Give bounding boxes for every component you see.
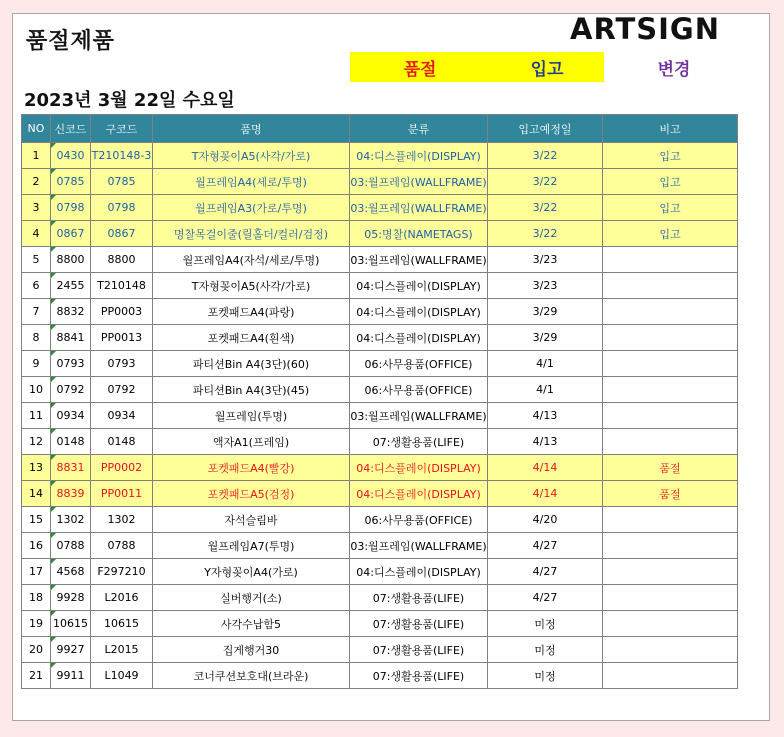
cell-note[interactable] [603, 429, 738, 455]
cell-new-code[interactable]: 8831 [51, 455, 91, 481]
cell-category[interactable]: 07:생활용품(LIFE) [350, 663, 488, 689]
cell-new-code[interactable]: 9927 [51, 637, 91, 663]
cell-new-code[interactable]: 0867 [51, 221, 91, 247]
cell-no[interactable]: 6 [22, 273, 51, 299]
cell-old-code[interactable]: 0793 [91, 351, 153, 377]
header-category[interactable]: 분류 [350, 115, 488, 143]
table-row [22, 481, 738, 507]
cell-arrival-date[interactable]: 4/27 [488, 533, 603, 559]
legend-stock: 입고 [490, 52, 604, 82]
cell-old-code[interactable]: T210148 [91, 273, 153, 299]
cell-note[interactable] [603, 273, 738, 299]
table-row [22, 637, 738, 663]
cell-new-code[interactable]: 8800 [51, 247, 91, 273]
header-product-name[interactable]: 품명 [153, 115, 350, 143]
cell-category[interactable]: 04:디스플레이(DISPLAY) [350, 299, 488, 325]
cell-note[interactable] [603, 351, 738, 377]
cell-old-code[interactable]: L2016 [91, 585, 153, 611]
cell-product-name[interactable]: 파티션Bin A4(3단)(45) [153, 377, 350, 403]
cell-product-name[interactable]: 명찰목걸이줄(릴홀더/컬러/검정) [153, 221, 350, 247]
cell-new-code[interactable]: 0785 [51, 169, 91, 195]
cell-note[interactable] [603, 559, 738, 585]
cell-category[interactable]: 03:월프레임(WALLFRAME) [350, 403, 488, 429]
table-row [22, 247, 738, 273]
product-table [21, 114, 738, 689]
cell-arrival-date[interactable]: 4/27 [488, 559, 603, 585]
cell-product-name[interactable]: 포켓패드A5(검정) [153, 481, 350, 507]
cell-arrival-date[interactable]: 3/29 [488, 299, 603, 325]
table-row [22, 429, 738, 455]
cell-product-name[interactable]: 포켓패드A4(파랑) [153, 299, 350, 325]
cell-category[interactable]: 07:생활용품(LIFE) [350, 637, 488, 663]
cell-note[interactable] [603, 663, 738, 689]
table-row [22, 221, 738, 247]
cell-new-code[interactable]: 9928 [51, 585, 91, 611]
cell-category[interactable]: 07:생활용품(LIFE) [350, 611, 488, 637]
cell-new-code[interactable]: 0148 [51, 429, 91, 455]
cell-product-name[interactable]: 월프레임(투명) [153, 403, 350, 429]
cell-new-code[interactable]: 1302 [51, 507, 91, 533]
cell-no[interactable]: 8 [22, 325, 51, 351]
legend-change: 변경 [657, 59, 691, 80]
cell-old-code[interactable]: 0785 [91, 169, 153, 195]
cell-arrival-date[interactable]: 4/13 [488, 429, 603, 455]
table-row [22, 455, 738, 481]
cell-new-code[interactable]: 9911 [51, 663, 91, 689]
table-row [22, 325, 738, 351]
cell-old-code[interactable]: PP0002 [91, 455, 153, 481]
cell-no[interactable]: 5 [22, 247, 51, 273]
cell-category[interactable]: 04:디스플레이(DISPLAY) [350, 455, 488, 481]
header-old-code[interactable]: 구코드 [91, 115, 153, 143]
cell-product-name[interactable]: 파티션Bin A4(3단)(60) [153, 351, 350, 377]
cell-new-code[interactable]: 0793 [51, 351, 91, 377]
cell-product-name[interactable]: Y자형꽂이A4(가로) [153, 559, 350, 585]
cell-no[interactable]: 10 [22, 377, 51, 403]
cell-new-code[interactable]: 0934 [51, 403, 91, 429]
cell-new-code[interactable]: 8839 [51, 481, 91, 507]
cell-new-code[interactable]: 0792 [51, 377, 91, 403]
table-row [22, 533, 738, 559]
table-row [22, 351, 738, 377]
cell-category[interactable]: 04:디스플레이(DISPLAY) [350, 559, 488, 585]
cell-arrival-date[interactable]: 미정 [488, 637, 603, 663]
table-row [22, 169, 738, 195]
table-row [22, 273, 738, 299]
cell-old-code[interactable]: L2015 [91, 637, 153, 663]
cell-note[interactable] [603, 377, 738, 403]
cell-product-name[interactable]: T자형꽂이A5(사각/가로) [153, 273, 350, 299]
cell-product-name[interactable]: 월프레임A4(세로/투명) [153, 169, 350, 195]
cell-product-name[interactable]: 집게행거30 [153, 637, 350, 663]
report-date: 2023년 3월 22일 수요일 [24, 90, 235, 111]
cell-no[interactable]: 20 [22, 637, 51, 663]
table-row [22, 611, 738, 637]
table-row [22, 299, 738, 325]
cell-arrival-date[interactable]: 미정 [488, 611, 603, 637]
cell-product-name[interactable]: 월프레임A4(자석/세로/투명) [153, 247, 350, 273]
cell-note[interactable] [603, 507, 738, 533]
cell-product-name[interactable]: 월프레임A3(가로/투명) [153, 195, 350, 221]
cell-old-code[interactable]: 0792 [91, 377, 153, 403]
cell-note[interactable] [603, 533, 738, 559]
cell-arrival-date[interactable]: 3/22 [488, 195, 603, 221]
cell-new-code[interactable]: 8841 [51, 325, 91, 351]
cell-old-code[interactable]: PP0013 [91, 325, 153, 351]
cell-product-name[interactable]: 액자A1(프레임) [153, 429, 350, 455]
cell-arrival-date[interactable]: 3/23 [488, 273, 603, 299]
cell-product-name[interactable]: T자형꽂이A5(사각/가로) [153, 143, 350, 169]
cell-no[interactable]: 1 [22, 143, 51, 169]
cell-category[interactable]: 04:디스플레이(DISPLAY) [350, 481, 488, 507]
cell-old-code[interactable]: 0148 [91, 429, 153, 455]
header-no[interactable]: NO [22, 115, 51, 143]
table-row [22, 377, 738, 403]
cell-arrival-date[interactable]: 3/22 [488, 221, 603, 247]
cell-category[interactable]: 07:생활용품(LIFE) [350, 585, 488, 611]
cell-arrival-date[interactable]: 4/14 [488, 455, 603, 481]
cell-no[interactable]: 3 [22, 195, 51, 221]
cell-product-name[interactable]: 사각수납함5 [153, 611, 350, 637]
cell-old-code[interactable]: 1302 [91, 507, 153, 533]
cell-no[interactable]: 16 [22, 533, 51, 559]
cell-product-name[interactable]: 코너쿠션보호대(브라운) [153, 663, 350, 689]
cell-note[interactable]: 입고 [603, 143, 738, 169]
cell-category[interactable]: 03:월프레임(WALLFRAME) [350, 169, 488, 195]
cell-category[interactable]: 06:사무용품(OFFICE) [350, 351, 488, 377]
cell-new-code[interactable]: 8832 [51, 299, 91, 325]
cell-no[interactable]: 7 [22, 299, 51, 325]
cell-old-code[interactable]: 0798 [91, 195, 153, 221]
cell-old-code[interactable]: PP0003 [91, 299, 153, 325]
table-row [22, 195, 738, 221]
cell-no[interactable]: 14 [22, 481, 51, 507]
cell-product-name[interactable]: 실버행거(소) [153, 585, 350, 611]
cell-old-code[interactable]: 0934 [91, 403, 153, 429]
cell-note[interactable]: 품절 [603, 481, 738, 507]
cell-arrival-date[interactable]: 4/1 [488, 351, 603, 377]
cell-old-code[interactable]: 0788 [91, 533, 153, 559]
table-header-row [22, 115, 738, 143]
cell-note[interactable]: 입고 [603, 169, 738, 195]
cell-no[interactable]: 21 [22, 663, 51, 689]
brand-logo: ARTSIGN [570, 12, 721, 46]
cell-arrival-date[interactable]: 미정 [488, 663, 603, 689]
header-note[interactable]: 비고 [603, 115, 738, 143]
cell-note[interactable]: 입고 [603, 195, 738, 221]
cell-no[interactable]: 12 [22, 429, 51, 455]
header-arrival-date[interactable]: 입고예정일 [488, 115, 603, 143]
cell-category[interactable]: 03:월프레임(WALLFRAME) [350, 247, 488, 273]
cell-note[interactable] [603, 585, 738, 611]
cell-category[interactable]: 07:생활용품(LIFE) [350, 429, 488, 455]
cell-category[interactable]: 03:월프레임(WALLFRAME) [350, 533, 488, 559]
cell-note[interactable] [603, 247, 738, 273]
table-row [22, 559, 738, 585]
cell-note[interactable] [603, 611, 738, 637]
cell-note[interactable] [603, 637, 738, 663]
cell-no[interactable]: 15 [22, 507, 51, 533]
cell-note[interactable] [603, 299, 738, 325]
cell-arrival-date[interactable]: 4/1 [488, 377, 603, 403]
cell-arrival-date[interactable]: 3/22 [488, 169, 603, 195]
cell-category[interactable]: 06:사무용품(OFFICE) [350, 377, 488, 403]
cell-new-code[interactable]: 2455 [51, 273, 91, 299]
cell-category[interactable]: 04:디스플레이(DISPLAY) [350, 273, 488, 299]
cell-note[interactable]: 입고 [603, 221, 738, 247]
cell-old-code[interactable]: F297210 [91, 559, 153, 585]
cell-product-name[interactable]: 포켓패드A4(흰색) [153, 325, 350, 351]
cell-product-name[interactable]: 월프레임A7(투명) [153, 533, 350, 559]
cell-new-code[interactable]: 4568 [51, 559, 91, 585]
cell-old-code[interactable]: 10615 [91, 611, 153, 637]
table-row [22, 585, 738, 611]
cell-note[interactable] [603, 325, 738, 351]
cell-arrival-date[interactable]: 4/27 [488, 585, 603, 611]
cell-no[interactable]: 17 [22, 559, 51, 585]
page-title: 품절제품 [26, 29, 116, 54]
cell-arrival-date[interactable]: 3/23 [488, 247, 603, 273]
table-row [22, 403, 738, 429]
cell-no[interactable]: 2 [22, 169, 51, 195]
cell-new-code[interactable]: 0798 [51, 195, 91, 221]
cell-category[interactable]: 04:디스플레이(DISPLAY) [350, 325, 488, 351]
cell-note[interactable] [603, 403, 738, 429]
legend-sold: 품절 [350, 52, 490, 82]
cell-no[interactable]: 9 [22, 351, 51, 377]
cell-arrival-date[interactable]: 4/20 [488, 507, 603, 533]
cell-category[interactable]: 04:디스플레이(DISPLAY) [350, 143, 488, 169]
cell-no[interactable]: 19 [22, 611, 51, 637]
cell-old-code[interactable]: 0867 [91, 221, 153, 247]
cell-no[interactable]: 11 [22, 403, 51, 429]
cell-product-name[interactable]: 자석슬림바 [153, 507, 350, 533]
cell-arrival-date[interactable]: 4/14 [488, 481, 603, 507]
cell-product-name[interactable]: 포켓패드A4(빨강) [153, 455, 350, 481]
cell-new-code[interactable]: 0788 [51, 533, 91, 559]
cell-category[interactable]: 03:월프레임(WALLFRAME) [350, 195, 488, 221]
cell-old-code[interactable]: 8800 [91, 247, 153, 273]
header-new-code[interactable]: 신코드 [51, 115, 91, 143]
cell-note[interactable]: 품절 [603, 455, 738, 481]
cell-category[interactable]: 06:사무용품(OFFICE) [350, 507, 488, 533]
cell-category[interactable]: 05:명찰(NAMETAGS) [350, 221, 488, 247]
table-row [22, 143, 738, 169]
cell-no[interactable]: 13 [22, 455, 51, 481]
cell-no[interactable]: 18 [22, 585, 51, 611]
cell-new-code[interactable]: 10615 [51, 611, 91, 637]
table-row [22, 507, 738, 533]
table-row [22, 663, 738, 689]
cell-old-code[interactable]: T210148-3 [91, 143, 153, 169]
cell-new-code[interactable]: 0430 [51, 143, 91, 169]
cell-no[interactable]: 4 [22, 221, 51, 247]
cell-arrival-date[interactable]: 3/22 [488, 143, 603, 169]
cell-arrival-date[interactable]: 4/13 [488, 403, 603, 429]
cell-old-code[interactable]: L1049 [91, 663, 153, 689]
cell-arrival-date[interactable]: 3/29 [488, 325, 603, 351]
cell-old-code[interactable]: PP0011 [91, 481, 153, 507]
